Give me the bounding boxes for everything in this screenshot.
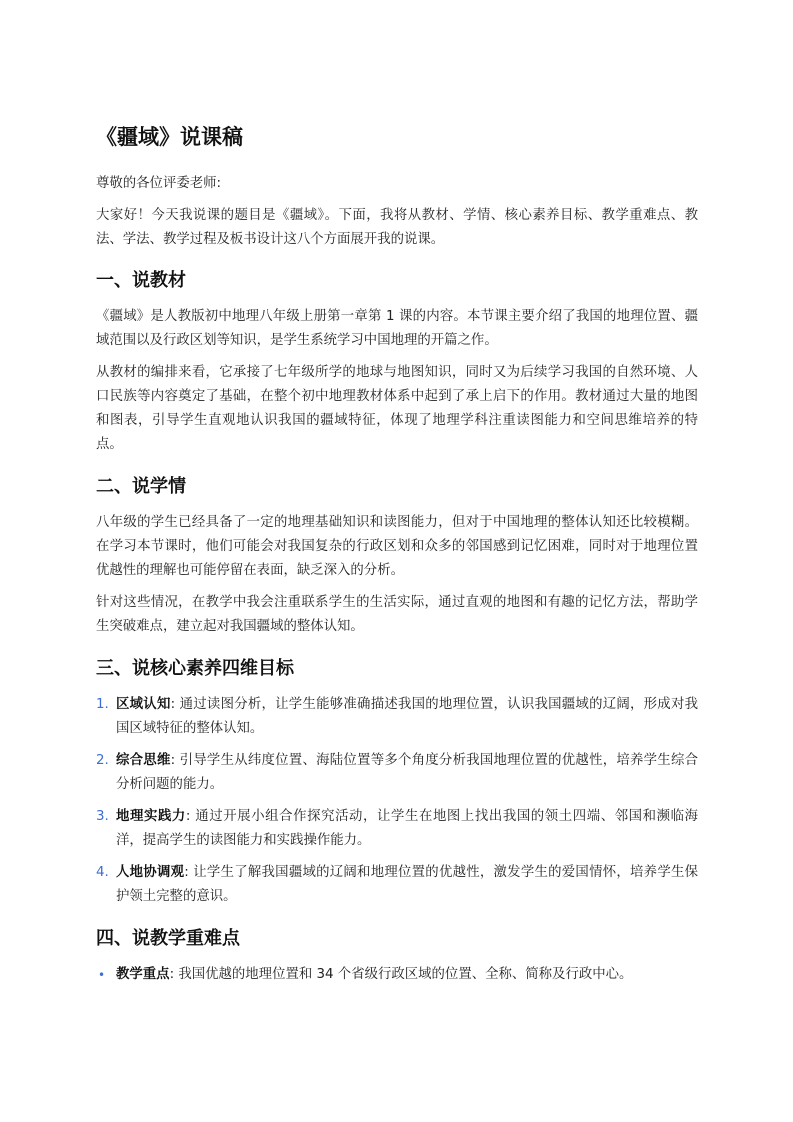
list-item (96, 805, 698, 853)
key-point-text: 我国优越的地理位置和 34 个省级行政区域的位置、全称、简称及行政中心。 (178, 967, 633, 982)
objective-text: 通过读图分析，让学生能够准确描述我国的地理位置，认识我国疆域的辽阔，形成对我国区域特征的整体认知。 (116, 697, 698, 736)
objective-text: 让学生了解我国疆域的辽阔和地理位置的优越性，激发学生的爱国情怀，培养学生保护领土完整的意识。 (116, 865, 698, 904)
students-paragraph: 八年级的学生已经具备了一定的地理基础知识和读图能力，但对于中国地理的整体认知还比较模糊。在学习本节课时，他们可能会对我国复杂的行政区划和众多的邻国感到记忆困难，同时对于地理位置优越性的理解也可能停留在表面，缺乏深入的分析。 (96, 515, 698, 578)
objective-term: 综合思维 (116, 753, 171, 768)
list-item (96, 861, 698, 909)
term-separator: : (169, 967, 179, 982)
greeting: 尊敬的各位评委老师: (96, 176, 222, 191)
term-separator: : (184, 865, 194, 880)
document-title: 《疆域》说课稿 (96, 125, 243, 149)
list-number: 1. (96, 697, 109, 712)
objective-term: 区域认知 (116, 697, 171, 712)
list-item (96, 693, 698, 741)
objective-text: 通过开展小组合作探究活动，让学生在地图上找出我国的领土四端、邻国和濒临海洋，提高学生的读图能力和实践操作能力。 (116, 809, 698, 848)
objective-text: 引导学生从纬度位置、海陆位置等多个角度分析我国地理位置的优越性，培养学生综合分析问题的能力。 (116, 753, 698, 792)
section-heading-key-points: 四、说教学重难点 (96, 928, 240, 949)
list-number: 2. (96, 753, 109, 768)
objective-term: 地理实践力 (116, 809, 186, 824)
objective-term: 人地协调观 (116, 865, 185, 880)
key-point-term: 教学重点 (116, 967, 170, 982)
section-heading-textbook: 一、说教材 (96, 270, 186, 291)
bullet-icon: • (98, 968, 106, 982)
term-separator: : (185, 809, 196, 824)
intro-paragraph: 大家好！今天我说课的题目是《疆域》。下面，我将从教材、学情、核心素养目标、教学重难点、教法、学法、教学过程及板书设计这八个方面展开我的说课。 (96, 208, 698, 247)
section-heading-students: 二、说学情 (96, 476, 186, 497)
term-separator: : (170, 753, 180, 768)
term-separator: : (170, 697, 180, 712)
key-points-list (96, 963, 698, 987)
objectives-list (96, 693, 698, 909)
students-paragraph: 针对这些情况，在教学中我会注重联系学生的生活实际，通过直观的地图和有趣的记忆方法，帮助学生突破难点，建立起对我国疆域的整体认知。 (96, 595, 698, 634)
list-item (96, 749, 698, 797)
list-item (96, 963, 698, 987)
textbook-paragraph: 《疆域》是人教版初中地理八年级上册第一章第 1 课的内容。本节课主要介绍了我国的地理位置、疆域范围以及行政区划等知识，是学生系统学习中国地理的开篇之作。 (96, 309, 698, 348)
list-number: 3. (96, 809, 109, 824)
list-number: 4. (96, 865, 109, 880)
section-heading-objectives: 三、说核心素养四维目标 (96, 658, 294, 679)
textbook-paragraph: 从教材的编排来看，它承接了七年级所学的地球与地图知识，同时又为后续学习我国的自然环境、人口民族等内容奠定了基础，在整个初中地理教材体系中起到了承上启下的作用。教材通过大量的地图和图表，引导学生直观地认识我国的疆域特征，体现了地理学科注重读图能力和空间思维培养的特点。 (96, 365, 698, 452)
